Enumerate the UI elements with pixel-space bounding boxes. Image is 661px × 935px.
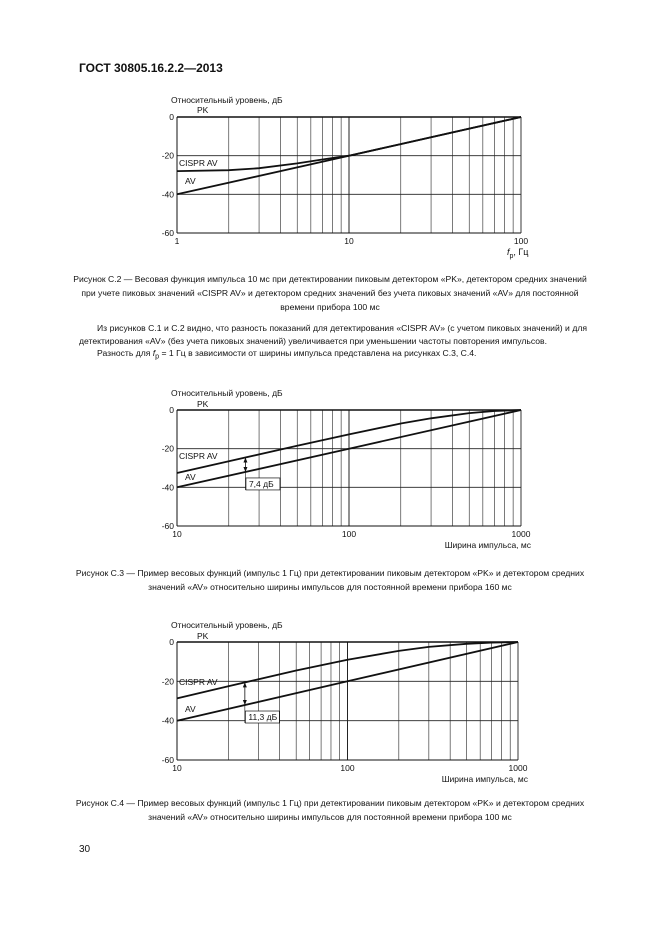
series-label: AV: [185, 472, 196, 482]
y-tick-label: -60: [161, 755, 174, 765]
y-axis-title: Относительный уровень, дБ: [171, 95, 283, 105]
x-tick-label: 1: [174, 236, 180, 246]
x-tick-label: 100: [513, 236, 529, 246]
series-label: PK: [197, 631, 209, 641]
paragraph-2-symbol: f: [152, 348, 156, 358]
series-label: AV: [185, 176, 196, 186]
y-tick-label: 0: [169, 112, 174, 122]
x-axis-label: Ширина импульса, мс: [441, 774, 528, 784]
x-axis-label: Ширина импульса, мс: [444, 540, 531, 550]
series-label: CISPR AV: [179, 158, 218, 168]
y-tick-label: -20: [161, 676, 174, 687]
paragraph-2-post: = 1 Гц в зависимости от ширины импульса представлена на рисунках С.3, С.4.: [161, 348, 477, 358]
caption-figure-c3: Рисунок С.3 — Пример весовых функций (импульс 1 Гц) при детектировании пиковым детектором «PK» и детектором средних значений «AV» относительно ширины импульсов для постоянной времени прибора 160 мс: [75, 568, 585, 592]
y-tick-label: -40: [161, 715, 174, 726]
y-tick-label: -20: [161, 150, 174, 161]
x-tick-label: 100: [341, 529, 357, 539]
y-tick-label: 0: [169, 405, 174, 415]
chart-figure-c2: [0, 88, 661, 268]
paragraph-2-subscript: p: [155, 352, 160, 361]
annotation-label: 11,3 дБ: [248, 712, 278, 723]
y-axis-title: Относительный уровень, дБ: [171, 620, 283, 630]
y-tick-label: -40: [161, 482, 174, 493]
page-number: 30: [79, 844, 91, 855]
x-tick-label: 10: [172, 763, 182, 773]
paragraph-2: [79, 347, 587, 363]
paragraph-1: Из рисунков С.1 и С.2 видно, что разность показаний для детектирования «CISPR AV» (с учетом пиковых значений) и для детектирования «AV» (без учета пиковых значений) увеличивается при уменьшении частоты повторения импульсов.: [79, 323, 587, 346]
annotation-label: 7,4 дБ: [248, 478, 274, 489]
body-text: [79, 322, 587, 363]
x-tick-label: 100: [340, 763, 355, 773]
y-axis-title: Относительный уровень, дБ: [171, 388, 283, 398]
chart-figure-c4: [0, 614, 661, 786]
chart-figure-c3: [0, 382, 661, 554]
y-tick-label: 0: [169, 637, 174, 647]
caption-figure-c2: Рисунок С.2 — Весовая функция импульса 10 мс при детектировании пиковым детектором «PK», детектором средних значений при учете пиковых значений «CISPR AV» и детектором средних значений без учета пиковых значений «AV» для постоянной времени прибора 100 мс: [73, 274, 587, 312]
series-label: AV: [185, 704, 196, 714]
x-axis-label: $f_p$, Гц: [507, 247, 529, 260]
series-label: CISPR AV: [179, 451, 218, 461]
y-tick-label: -60: [161, 521, 174, 531]
x-tick-label: 10: [344, 236, 354, 246]
x-tick-label: 1000: [511, 529, 531, 539]
paragraph-2-pre: Разность для: [97, 348, 151, 358]
series-label: PK: [197, 399, 209, 409]
series-label: CISPR AV: [179, 677, 218, 687]
y-tick-label: -20: [161, 443, 174, 454]
series-label: PK: [197, 105, 209, 115]
y-tick-label: -60: [161, 228, 174, 238]
y-tick-label: -40: [161, 189, 174, 200]
document-header: ГОСТ 30805.16.2.2—2013: [79, 61, 223, 75]
x-tick-label: 1000: [508, 763, 528, 773]
x-tick-label: 10: [172, 529, 182, 539]
caption-figure-c4: Рисунок С.4 — Пример весовых функций (импульс 1 Гц) при детектировании пиковым детектором «PK» и детектором средних значений «AV» относительно ширины импульсов для постоянной времени прибора 100 мс: [75, 798, 585, 822]
